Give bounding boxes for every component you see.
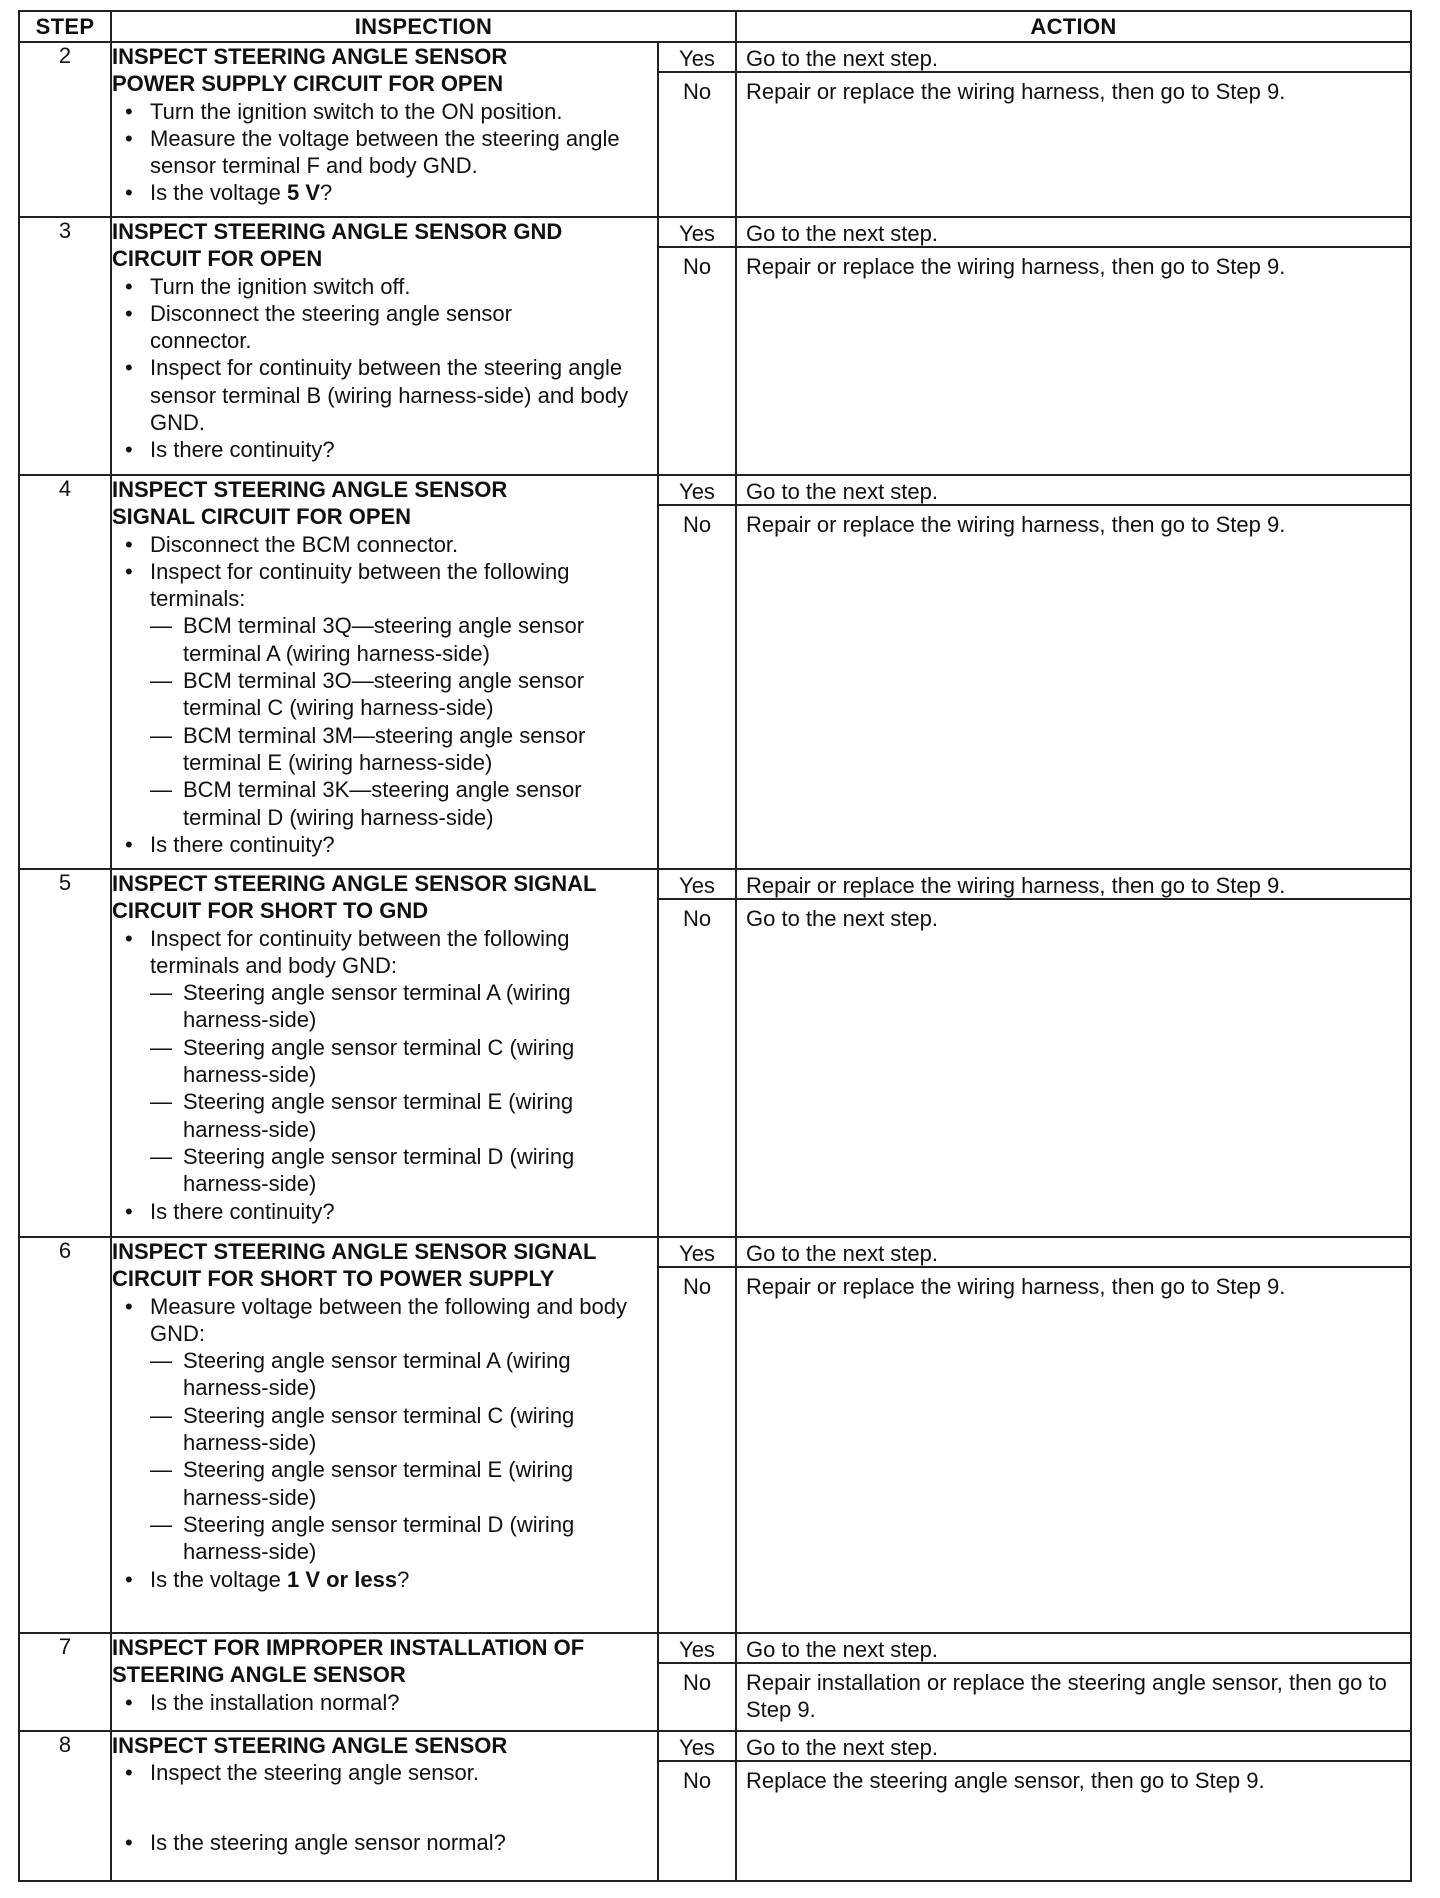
yes-label: Yes xyxy=(659,43,735,73)
spec-value: 5 V xyxy=(286,180,321,206)
bullet-text: Measure voltage between the following and body GND: xyxy=(150,1293,627,1346)
yes-label: Yes xyxy=(659,1732,735,1762)
dash-item: — Steering angle sensor terminal C (wiring harness-side) xyxy=(150,1402,657,1457)
bullet-text: Inspect for continuity between the following terminals: xyxy=(150,558,570,612)
step-number: 4 xyxy=(19,475,111,869)
bullet-item: • Turn the ignition switch to the ON position. xyxy=(112,98,657,125)
step-number: 8 xyxy=(19,1731,111,1881)
table-row-step-3 xyxy=(19,217,1411,475)
dash-item: — Steering angle sensor terminal A (wiring harness-side) xyxy=(150,979,657,1034)
inspection-title: INSPECT FOR IMPROPER INSTALLATION OF STEERING ANGLE SENSOR xyxy=(112,1635,585,1688)
bullet-item: • Inspect for continuity between the steering angle sensor terminal B (wiring harness-side) and body GND. xyxy=(112,354,630,436)
bullet-item: • Is the steering angle sensor normal? xyxy=(112,1829,657,1856)
dash-list xyxy=(150,612,657,830)
inspection-title: INSPECT STEERING ANGLE SENSOR xyxy=(112,1733,508,1758)
action-cell xyxy=(736,1237,1411,1633)
action-cell xyxy=(736,869,1411,1237)
action-cell xyxy=(736,475,1411,869)
yes-label: Yes xyxy=(659,870,735,900)
bullet-item: • Turn the ignition switch off. xyxy=(112,273,657,300)
inspection-cell xyxy=(111,42,658,217)
header-inspection: INSPECTION xyxy=(111,11,736,42)
diagnostic-table xyxy=(18,10,1412,1882)
bullet-item: • Is there continuity? xyxy=(112,1198,657,1225)
question-text: Is the voltage xyxy=(150,180,287,206)
question-end: ? xyxy=(320,180,333,206)
action-cell xyxy=(736,42,1411,217)
spec-value: 1 V or less xyxy=(286,1566,398,1592)
inspection-title: INSPECT STEERING ANGLE SENSOR SIGNAL CIRCUIT FOR SHORT TO GND xyxy=(112,871,597,924)
bullet-item xyxy=(112,1566,657,1593)
header-action: ACTION xyxy=(736,11,1411,42)
bullet-item: • Disconnect the steering angle sensor connector. xyxy=(112,300,580,355)
step-number: 7 xyxy=(19,1633,111,1731)
table-row-step-6 xyxy=(19,1237,1411,1633)
bullet-item: • Inspect the steering angle sensor. xyxy=(112,1759,657,1786)
bullet-item: • Is there continuity? xyxy=(112,831,657,858)
bullet-list xyxy=(112,273,657,464)
yes-action: Go to the next step. xyxy=(737,476,1410,506)
dash-item: — Steering angle sensor terminal E (wiring harness-side) xyxy=(150,1456,657,1511)
table-row-step-2 xyxy=(19,42,1411,217)
yes-action: Go to the next step. xyxy=(737,1238,1410,1268)
inspection-cell xyxy=(111,869,658,1237)
bullet-item xyxy=(112,558,657,831)
no-action: Replace the steering angle sensor, then go to Step 9. xyxy=(746,1768,1265,1793)
no-label: No xyxy=(682,906,712,931)
inspection-title: INSPECT STEERING ANGLE SENSOR POWER SUPPLY CIRCUIT FOR OPEN xyxy=(112,44,508,97)
result-cell xyxy=(658,1731,736,1881)
bullet-list xyxy=(112,531,657,859)
bullet-item: • Disconnect the BCM connector. xyxy=(112,531,657,558)
no-action: Repair installation or replace the steering angle sensor, then go to Step 9. xyxy=(746,1670,1387,1722)
bullet-list xyxy=(112,1689,657,1716)
bullet-text: Inspect for continuity between the following terminals and body GND: xyxy=(150,925,570,978)
yes-action: Go to the next step. xyxy=(737,43,1410,73)
dash-item: — Steering angle sensor terminal D (wiring harness-side) xyxy=(150,1143,657,1198)
yes-label: Yes xyxy=(659,218,735,248)
step-number: 2 xyxy=(19,42,111,217)
action-cell xyxy=(736,1633,1411,1731)
result-cell xyxy=(658,1633,736,1731)
question-end: ? xyxy=(397,1566,410,1592)
yes-action: Go to the next step. xyxy=(737,1634,1410,1664)
table-row-step-4 xyxy=(19,475,1411,869)
inspection-cell xyxy=(111,475,658,869)
diagnostic-procedure-sheet xyxy=(18,10,1410,1882)
step-number: 3 xyxy=(19,217,111,475)
dash-item: — BCM terminal 3M—steering angle sensor terminal E (wiring harness-side) xyxy=(150,722,657,777)
inspection-title: INSPECT STEERING ANGLE SENSOR SIGNAL CIRCUIT FOR OPEN xyxy=(112,477,508,530)
dash-list xyxy=(150,1347,657,1565)
no-label: No xyxy=(682,1670,712,1695)
bullet-item xyxy=(112,1293,657,1566)
no-label: No xyxy=(682,1768,712,1793)
table-header-row xyxy=(19,11,1411,42)
no-label: No xyxy=(682,1274,712,1299)
result-cell xyxy=(658,42,736,217)
bullet-list xyxy=(112,925,657,1225)
no-action: Repair or replace the wiring harness, then go to Step 9. xyxy=(746,254,1286,279)
table-row-step-8 xyxy=(19,1731,1411,1881)
bullet-item: • Is the installation normal? xyxy=(112,1689,657,1716)
bullet-item: • Is there continuity? xyxy=(112,436,657,463)
dash-item: — Steering angle sensor terminal D (wiring harness-side) xyxy=(150,1511,657,1566)
result-cell xyxy=(658,475,736,869)
question-text: Is the voltage xyxy=(150,1566,287,1592)
yes-action: Go to the next step. xyxy=(737,218,1410,248)
dash-item: — BCM terminal 3Q—steering angle sensor terminal A (wiring harness-side) xyxy=(150,612,657,667)
no-action: Repair or replace the wiring harness, then go to Step 9. xyxy=(746,1274,1286,1299)
header-step: STEP xyxy=(19,11,111,42)
dash-list xyxy=(150,979,657,1197)
inspection-title: INSPECT STEERING ANGLE SENSOR GND CIRCUIT FOR OPEN xyxy=(112,219,563,272)
no-label: No xyxy=(682,512,712,537)
yes-action: Repair or replace the wiring harness, then go to Step 9. xyxy=(737,870,1410,900)
bullet-item xyxy=(112,925,657,1198)
dash-item: — Steering angle sensor terminal C (wiring harness-side) xyxy=(150,1034,657,1089)
inspection-title: INSPECT STEERING ANGLE SENSOR SIGNAL CIRCUIT FOR SHORT TO POWER SUPPLY xyxy=(112,1239,597,1292)
bullet-item xyxy=(112,179,657,206)
inspection-cell xyxy=(111,1237,658,1633)
inspection-cell xyxy=(111,1731,658,1881)
inspection-cell xyxy=(111,1633,658,1731)
no-action: Repair or replace the wiring harness, then go to Step 9. xyxy=(746,79,1286,104)
step-number: 5 xyxy=(19,869,111,1237)
action-cell xyxy=(736,1731,1411,1881)
yes-label: Yes xyxy=(659,1238,735,1268)
result-cell xyxy=(658,869,736,1237)
dash-item: — Steering angle sensor terminal A (wiring harness-side) xyxy=(150,1347,657,1402)
no-label: No xyxy=(682,79,712,104)
table-row-step-7 xyxy=(19,1633,1411,1731)
bullet-item: • Measure the voltage between the steering angle sensor terminal F and body GND. xyxy=(112,125,657,180)
bullet-list xyxy=(112,1759,657,1856)
step-number: 6 xyxy=(19,1237,111,1633)
yes-label: Yes xyxy=(659,476,735,506)
action-cell xyxy=(736,217,1411,475)
result-cell xyxy=(658,1237,736,1633)
no-action: Go to the next step. xyxy=(746,906,939,931)
dash-item: — BCM terminal 3K—steering angle sensor terminal D (wiring harness-side) xyxy=(150,776,657,831)
yes-action: Go to the next step. xyxy=(737,1732,1410,1762)
inspection-cell xyxy=(111,217,658,475)
table-row-step-5 xyxy=(19,869,1411,1237)
bullet-list xyxy=(112,1293,657,1593)
result-cell xyxy=(658,217,736,475)
no-action: Repair or replace the wiring harness, then go to Step 9. xyxy=(746,512,1286,537)
bullet-list xyxy=(112,98,657,207)
dash-item: — Steering angle sensor terminal E (wiring harness-side) xyxy=(150,1088,657,1143)
yes-label: Yes xyxy=(659,1634,735,1664)
no-label: No xyxy=(682,254,712,279)
dash-item: — BCM terminal 3O—steering angle sensor terminal C (wiring harness-side) xyxy=(150,667,657,722)
